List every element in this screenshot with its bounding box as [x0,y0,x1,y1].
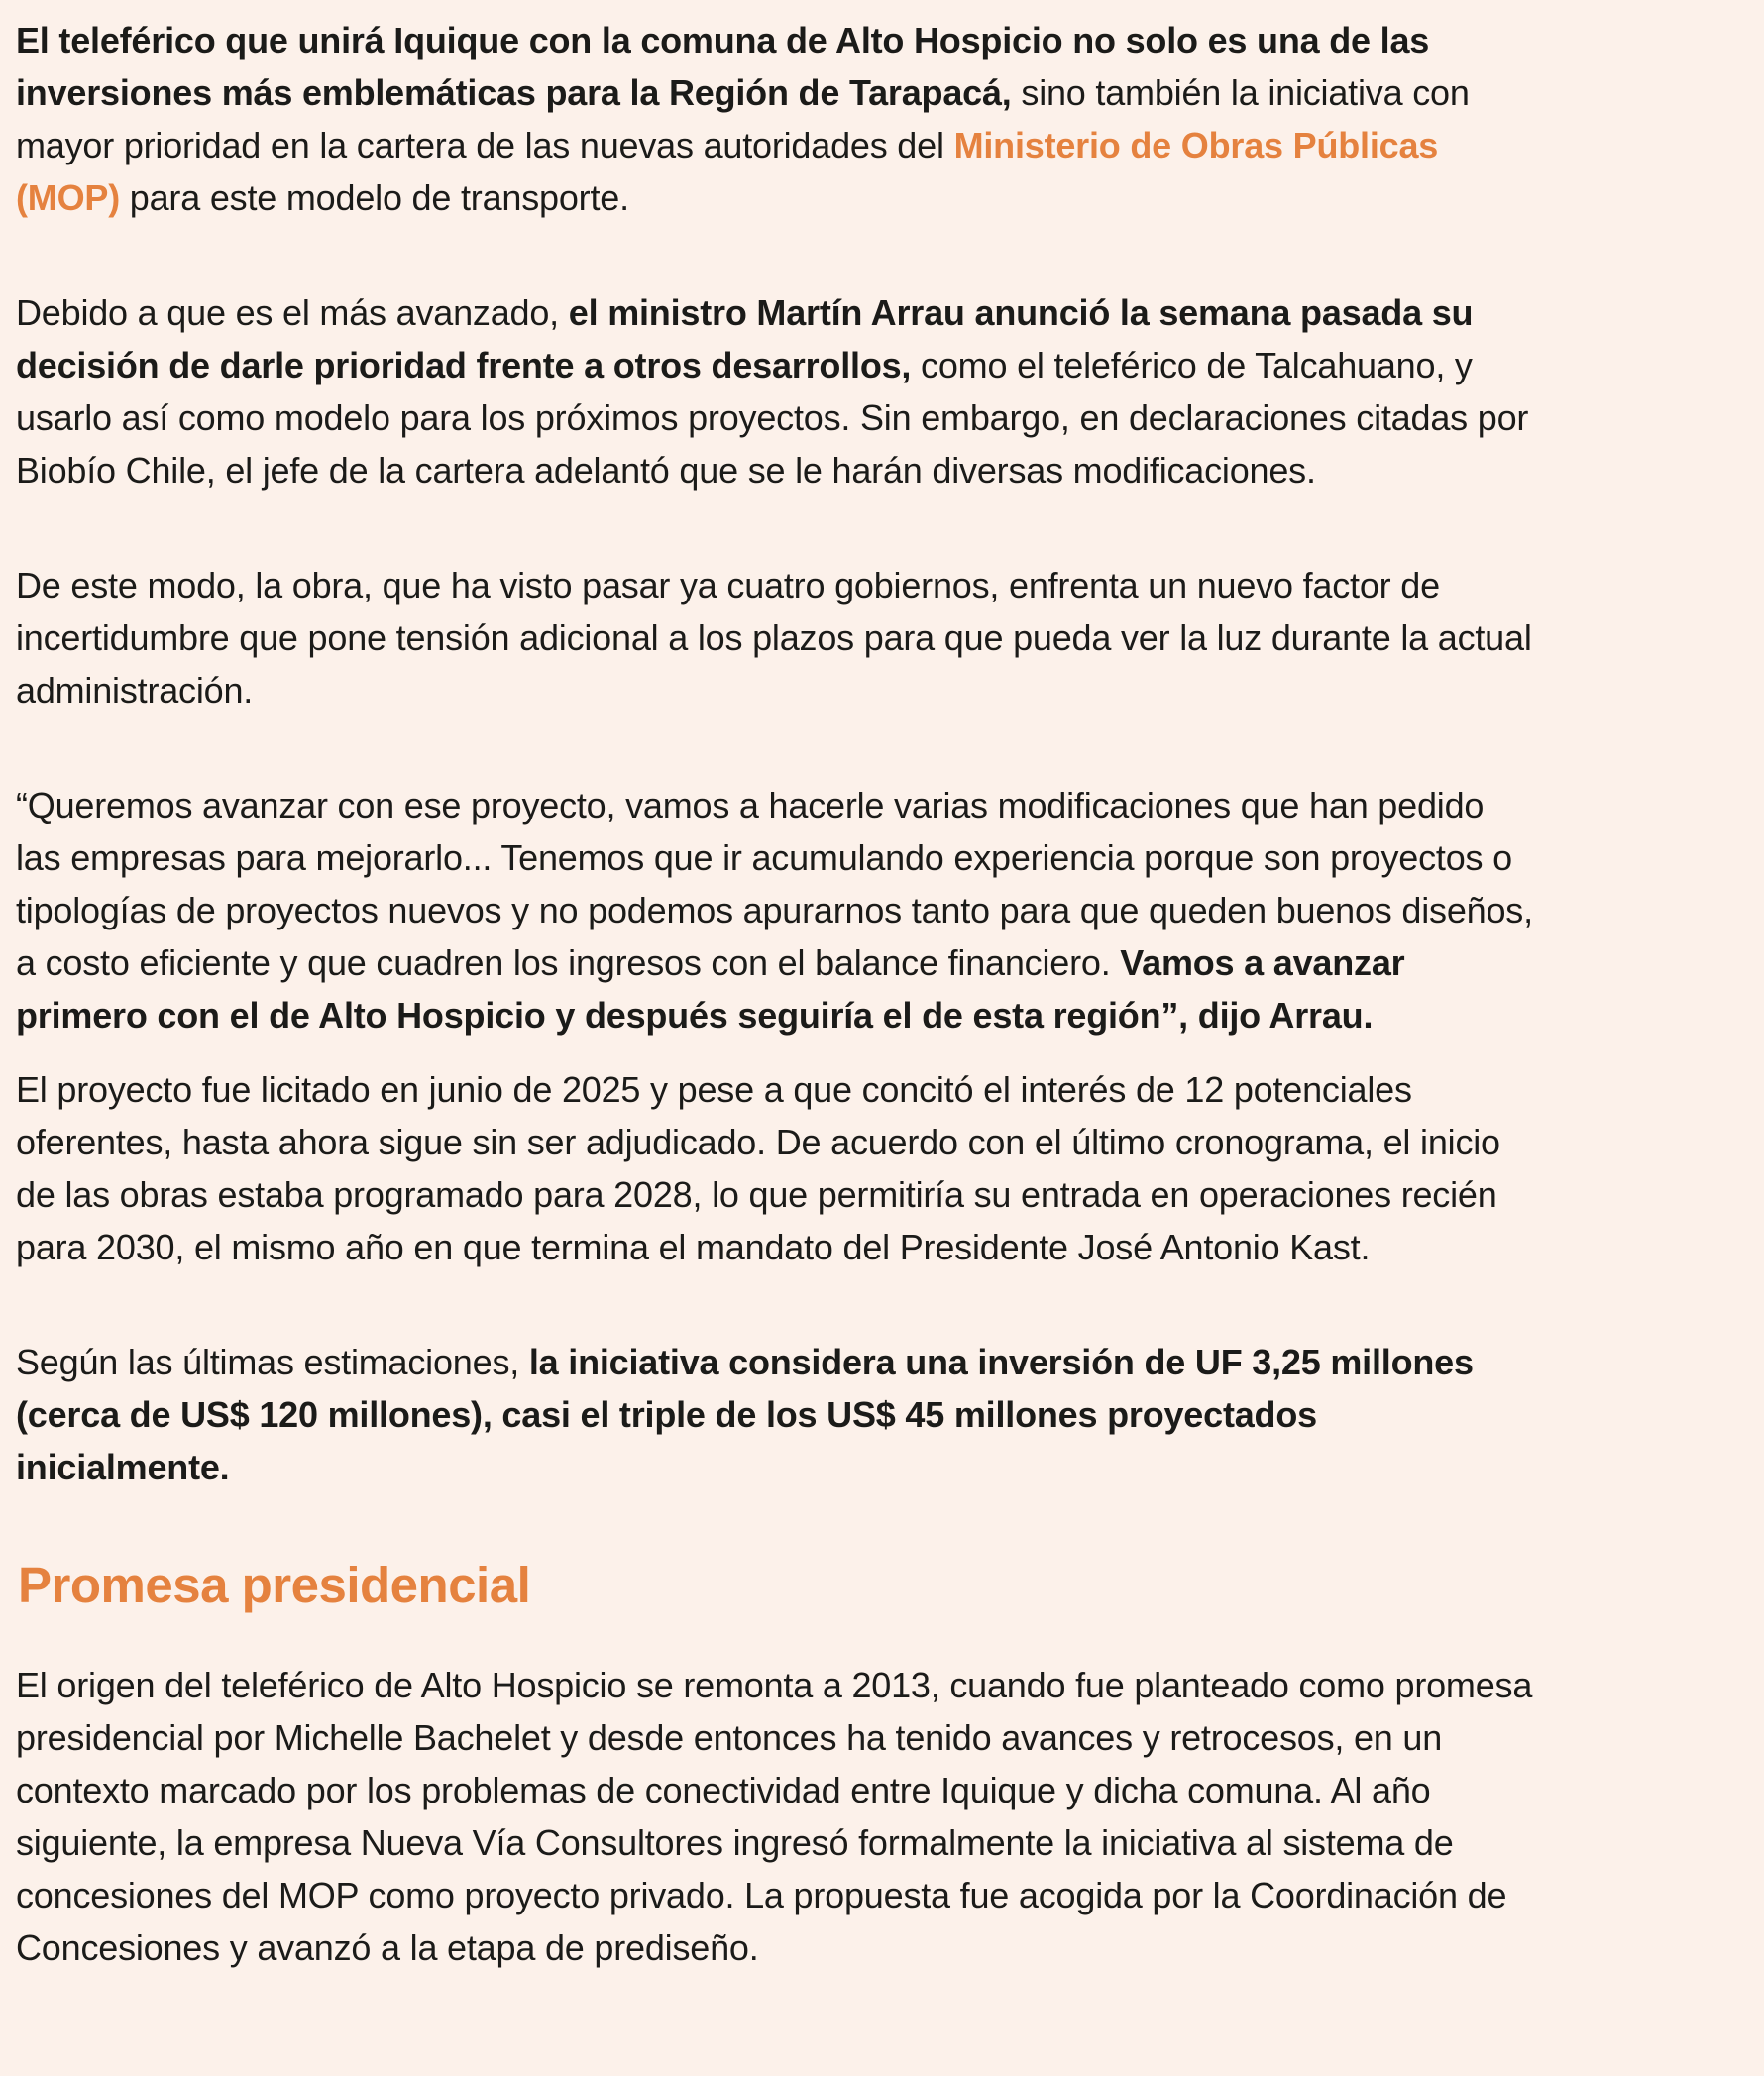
paragraph-3 [16,559,1538,716]
p3-text: De este modo, la obra, que ha visto pasar ya cuatro gobiernos, enfrenta un nuevo factor de incertidumbre que pone tensión adicional a los plazos para que pueda ver la luz durante la actual administración. [16,565,1532,710]
p5-text: El proyecto fue licitado en junio de 2025 y pese a que concitó el interés de 12 potenciales oferentes, hasta ahora sigue sin ser adjudicado. De acuerdo con el último cronograma, el inicio de las obras estaba programado para 2028, lo que permitiría su entrada en operaciones recién para 2030, el mismo año en que termina el mandato del Presidente José Antonio Kast. [16,1069,1500,1267]
p6-bold-a: la iniciativa considera una inversión de UF 3,25 millones (cerca de US$ 120 millones), casi el triple de los US$ 45 millones proyectados inicialmente. [16,1342,1474,1487]
paragraph-5 [16,1063,1538,1273]
p7-text: El origen del teleférico de Alto Hospicio se remonta a 2013, cuando fue planteado como promesa presidencial por Michelle Bachelet y desde entonces ha tenido avances y retrocesos, en un contexto marcado por los problemas de conectividad entre Iquique y dicha comuna. Al año siguiente, la empresa Nueva Vía Consultores ingresó formalmente la iniciativa al sistema de concesiones del MOP como proyecto privado. La propuesta fue acogida por la Coordinación de Concesiones y avanzó a la etapa de prediseño. [16,1665,1533,1968]
p6-text-a: Según las últimas estimaciones, [16,1342,529,1382]
p2-text-a: Debido a que es el más avanzado, [16,292,569,333]
mop-link[interactable]: Ministerio de Obras Públicas (MOP) [16,125,1439,218]
paragraph-7 [16,1659,1538,1974]
paragraph-4-quote [16,779,1538,1041]
paragraph-2 [16,286,1538,496]
p4-bold-a: Vamos a avanzar primero con el de Alto Hospicio y después seguiría el de esta región”, dijo Arrau. [16,942,1405,1036]
p1-text-a: sino también la iniciativa con mayor prioridad en la cartera de las nuevas autoridades del [16,72,1470,165]
section-heading: Promesa presidencial [18,1557,531,1613]
p4-quote-text: “Queremos avanzar con ese proyecto, vamos a hacerle varias modificaciones que han pedido las empresas para mejorarlo... Tenemos que ir acumulando experiencia porque son proyectos o tipologías de proyectos nuevos y no podemos apurarnos tanto para que queden buenos diseños, a costo eficiente y que cuadren los ingresos con el balance financiero. [16,785,1533,983]
p1-text-b: para este modelo de transporte. [119,177,629,218]
p2-text-b: como el teleférico de Talcahuano, y usarlo así como modelo para los próximos proyectos. Sin embargo, en declaraciones citadas por Biobío Chile, el jefe de la cartera adelantó que se le harán diversas modificaciones. [16,345,1529,491]
paragraph-1 [16,14,1538,224]
p1-bold-lead: El teleférico que unirá Iquique con la comuna de Alto Hospicio no solo es una de las inversiones más emblemáticas para la Región de Tarapacá, [16,20,1430,113]
paragraph-6 [16,1336,1538,1493]
p2-bold-a: el ministro Martín Arrau anunció la semana pasada su decisión de darle prioridad frente a otros desarrollos, [16,292,1474,385]
